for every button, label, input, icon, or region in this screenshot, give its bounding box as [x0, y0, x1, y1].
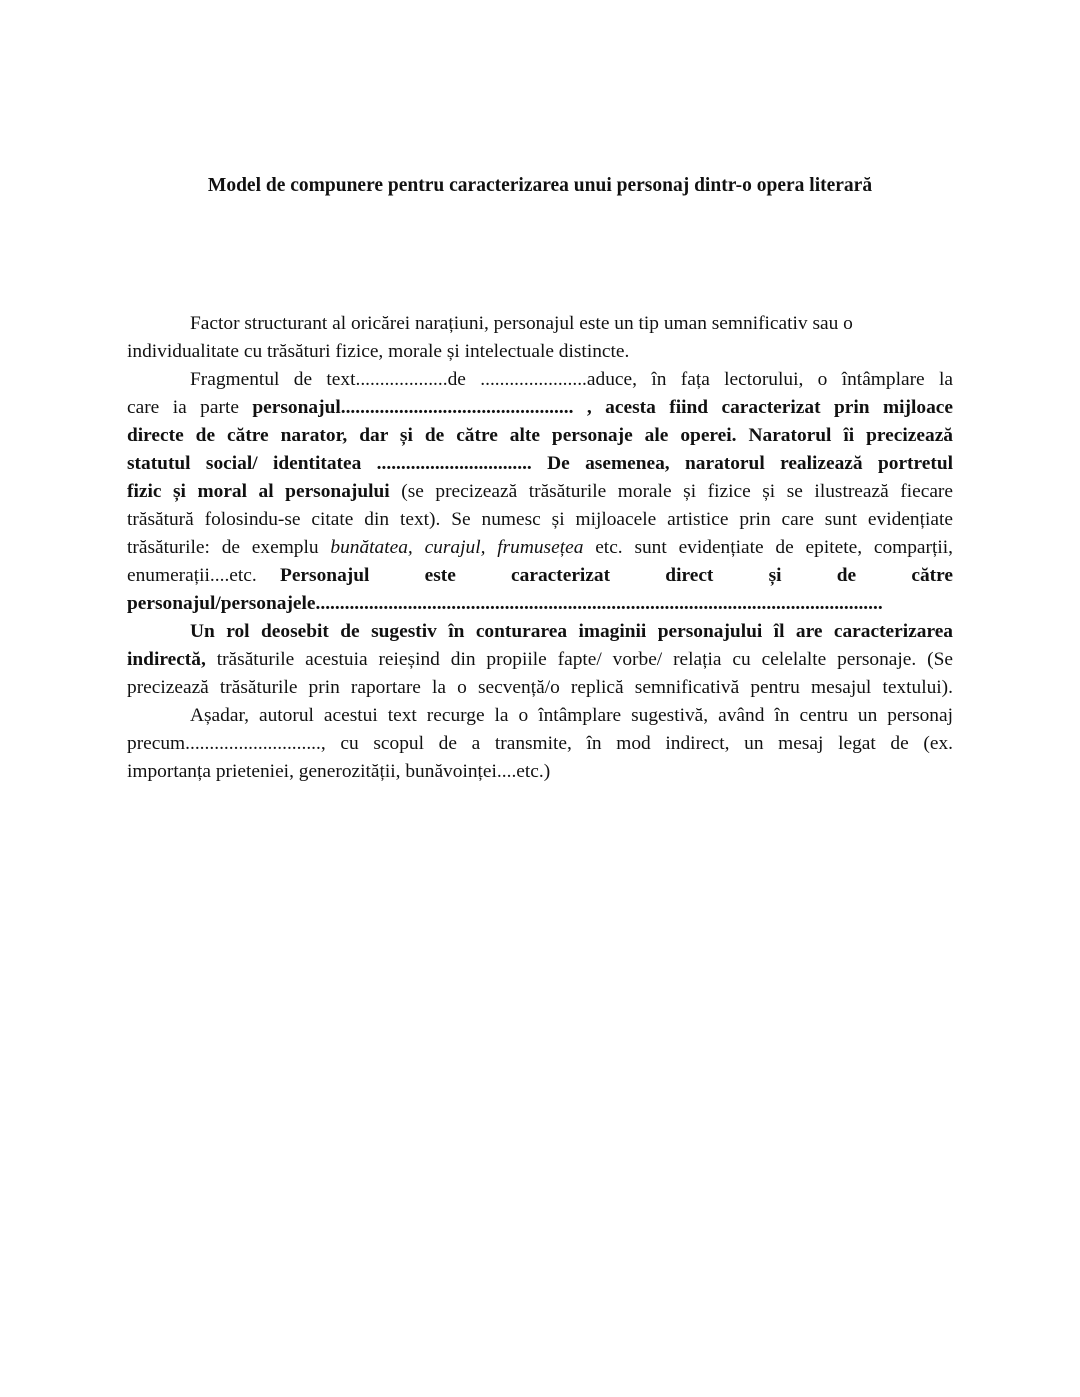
italic-text-run: bunătatea, curajul, frumusețea — [330, 537, 584, 558]
text-line: directe de către narator, dar și de către alte personaje ale operei. Naratorul îi precizează — [127, 425, 953, 446]
text-line: Un rol deosebit de sugestiv în conturarea imaginii personajului îl are caracterizarea — [190, 621, 953, 642]
text-line: precizează trăsăturile prin raportare la o secvență/o replică semnificativă pentru mesajul textului). — [127, 677, 953, 698]
text-line: personajul/personajele..................................................................................................................... — [127, 593, 883, 614]
text-line: importanța prieteniei, generozității, bunăvoinței....etc.) — [127, 761, 551, 782]
text-line — [127, 646, 953, 674]
text-run: etc. sunt evidențiate de epitete, comparții, — [583, 537, 953, 558]
paragraph-4 — [127, 702, 953, 786]
text-line: Factor structurant al oricărei narațiuni, personajul este un tip uman semnificativ sau o — [190, 313, 853, 334]
text-line: Fragmentul de text...................de ......................aduce, în fața lectorului, o întâmplare la — [190, 369, 953, 390]
text-line — [127, 534, 953, 562]
bold-text-run: Personajul este caracterizat direct și de către — [279, 565, 953, 586]
document-body — [127, 310, 953, 786]
text-run: care ia parte — [127, 397, 253, 418]
text-run: (se precizează trăsăturile morale și fizice și se ilustrează fiecare — [389, 481, 953, 502]
text-line: statutul social/ identitatea ................................ De asemenea, naratorul realizează portretul — [127, 453, 953, 474]
text-line — [127, 394, 953, 422]
text-line: trăsătură folosindu-se citate din text). Se numesc și mijloacele artistice prin care sunt evidențiate — [127, 509, 953, 530]
text-line — [127, 562, 953, 590]
text-line: Așadar, autorul acestui text recurge la o întâmplare sugestivă, având în centru un personaj — [190, 705, 953, 726]
text-line — [127, 478, 953, 506]
text-run: enumerații....etc. — [127, 565, 257, 586]
text-line: individualitate cu trăsături fizice, morale și intelectuale distincte. — [127, 341, 630, 362]
paragraph-1 — [127, 310, 953, 366]
paragraph-3 — [127, 618, 953, 702]
document-title: Model de compunere pentru caracterizarea unui personaj dintr-o opera literară — [207, 175, 873, 196]
bold-text-run: fizic și moral al personajului — [127, 481, 390, 502]
text-line: precum............................, cu scopul de a transmite, în mod indirect, un mesaj legat de (ex. — [127, 733, 953, 754]
bold-text-run: personajul................................................ , acesta fiind caracterizat prin mijloace — [252, 397, 953, 418]
text-run: trăsăturile acestuia reieșind din propiile fapte/ vorbe/ relația cu celelalte personaje. (Se — [205, 649, 953, 670]
bold-text-run: indirectă, — [127, 649, 206, 670]
paragraph-2 — [127, 366, 953, 618]
text-run: trăsăturile: de exemplu — [127, 537, 331, 558]
